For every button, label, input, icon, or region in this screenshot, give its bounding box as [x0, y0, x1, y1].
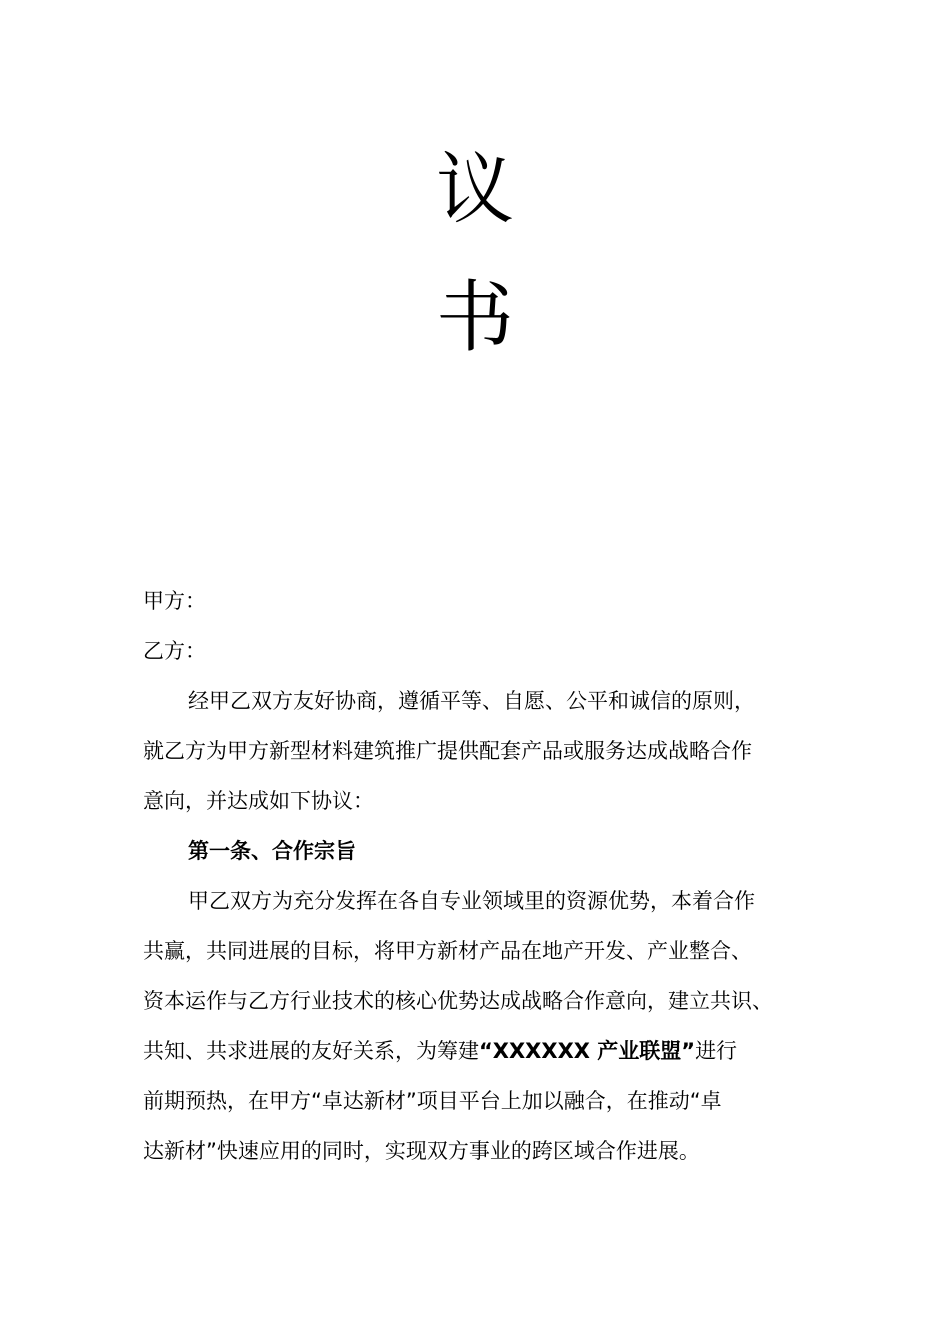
alliance-name: “XXXXXX 产业联盟” — [479, 1039, 696, 1063]
article-1-line-3: 资本运作与乙方行业技术的核心优势达成战略合作意向，建立共识、 — [143, 989, 773, 1013]
article-1-line-4-after: 进行 — [695, 1039, 738, 1063]
article-1-line-4-before: 共知、共求进展的友好关系，为筹建 — [143, 1039, 479, 1063]
article-1-heading: 第一条、合作宗旨 — [188, 839, 356, 863]
document-body — [143, 576, 813, 1176]
article-1-line-2: 共赢，共同进展的目标，将甲方新材产品在地产开发、产业整合、 — [143, 939, 752, 963]
article-1-line-1: 甲乙双方为充分发挥在各自专业领域里的资源优势，本着合作 — [188, 889, 755, 913]
article-1-line-6: 达新材”快速应用的同时，实现双方事业的跨区域合作进展。 — [143, 1139, 700, 1163]
party-a-label: 甲方： — [143, 589, 206, 613]
intro-line-1: 经甲乙双方友好协商，遵循平等、自愿、公平和诚信的原则， — [188, 689, 755, 713]
intro-line-2: 就乙方为甲方新型材料建筑推广提供配套产品或服务达成战略合作 — [143, 739, 752, 763]
intro-line-3: 意向，并达成如下协议： — [143, 789, 374, 813]
document-title-char-1: 议 — [435, 145, 514, 235]
article-1-line-5: 前期预热，在甲方“卓达新材”项目平台上加以融合，在推动“卓 — [143, 1089, 722, 1113]
party-b-label: 乙方： — [143, 639, 206, 663]
document-title-char-2: 书 — [435, 273, 514, 363]
article-1-line-4 — [143, 1026, 813, 1076]
